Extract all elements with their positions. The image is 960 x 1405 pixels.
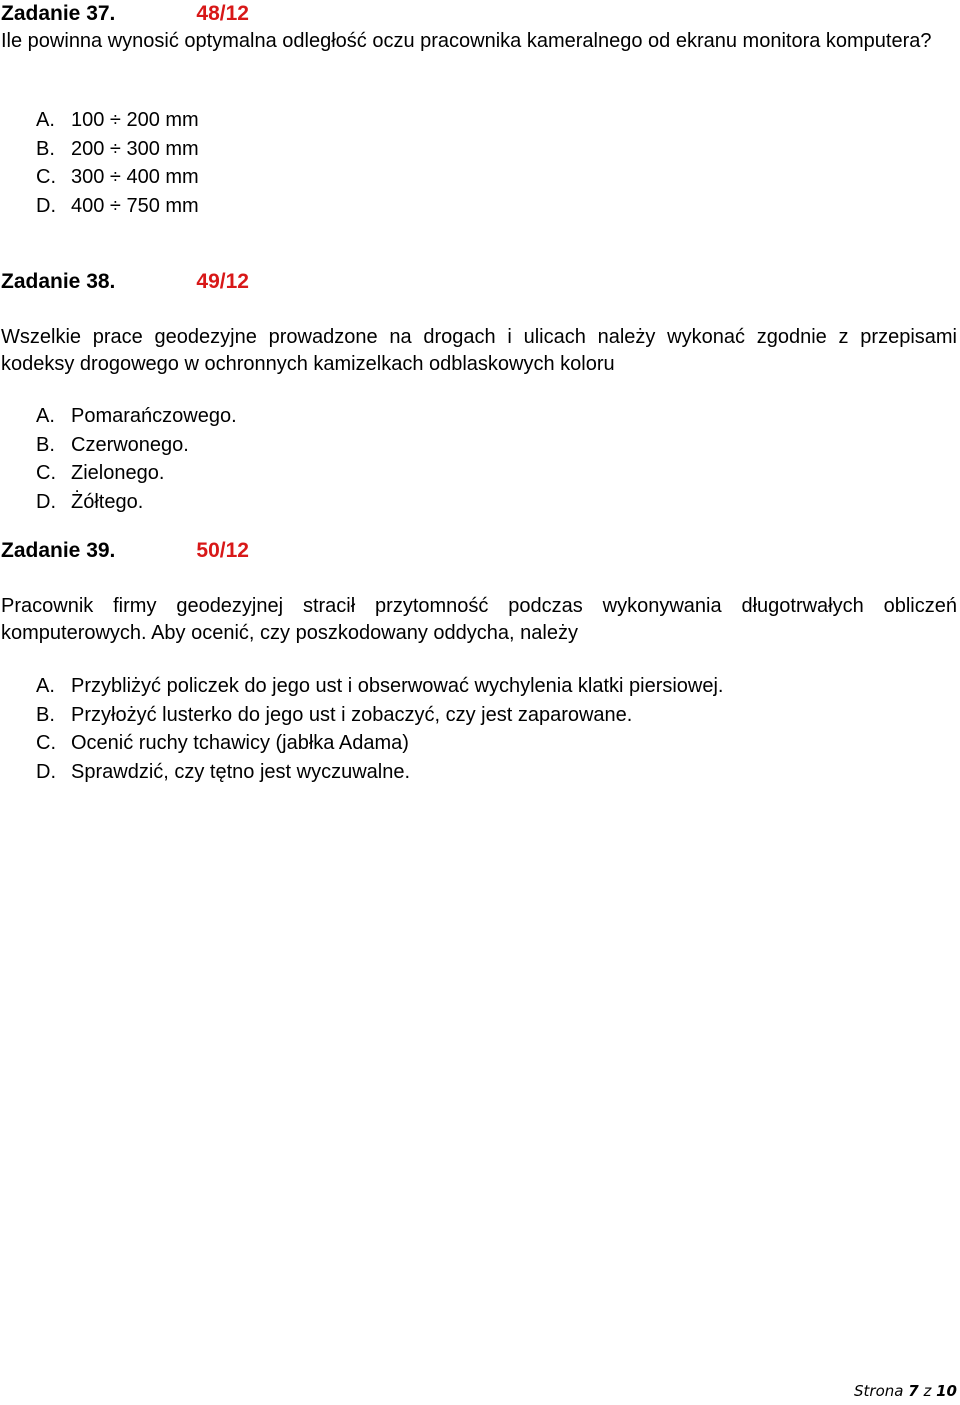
option-text: Sprawdzić, czy tętno jest wyczuwalne. xyxy=(71,761,411,784)
option-c xyxy=(36,459,237,488)
option-text: Przyłożyć lusterko do jego ust i zobaczyć, czy jest zaparowane. xyxy=(71,703,633,726)
question-number: Zadanie 38. xyxy=(1,270,116,293)
question-39-text: Pracownik firmy geodezyjnej stracił przytomność podczas wykonywania długotrwałych obliczeń komputerowych. Aby ocenić, czy poszkodowany oddycha, należy xyxy=(1,595,957,644)
option-text: 300 ÷ 400 mm xyxy=(71,166,199,189)
option-text: Żółtego. xyxy=(71,491,144,514)
question-code: 49/12 xyxy=(196,270,249,293)
option-text: Zielonego. xyxy=(71,462,165,485)
option-letter: B. xyxy=(36,137,55,160)
question-code: 50/12 xyxy=(196,539,249,562)
question-39-heading xyxy=(1,539,957,563)
option-a xyxy=(36,106,199,135)
option-letter: D. xyxy=(36,761,56,784)
option-a xyxy=(36,672,724,701)
question-number: Zadanie 39. xyxy=(1,539,116,562)
option-d xyxy=(36,192,199,221)
option-letter: D. xyxy=(36,195,56,218)
option-c xyxy=(36,729,724,758)
option-letter: A. xyxy=(36,109,55,131)
option-letter: B. xyxy=(36,703,55,726)
option-a xyxy=(36,402,237,431)
option-letter: D. xyxy=(36,491,56,514)
question-38-options xyxy=(36,402,237,517)
footer-of: z xyxy=(923,1382,932,1400)
question-39-options xyxy=(36,672,724,787)
question-code: 48/12 xyxy=(196,2,249,25)
question-38-heading xyxy=(1,270,957,294)
option-b xyxy=(36,431,237,460)
option-letter: B. xyxy=(36,433,55,456)
option-text: Pomarańczowego. xyxy=(71,405,237,427)
option-text: Przybliżyć policzek do jego ust i obserwować wychylenia klatki piersiowej. xyxy=(71,675,724,697)
option-letter: A. xyxy=(36,675,55,697)
question-37-heading xyxy=(1,2,957,26)
footer-total-pages: 10 xyxy=(936,1382,957,1400)
footer-page-number: 7 xyxy=(908,1382,919,1400)
option-letter: C. xyxy=(36,732,56,755)
option-text: 200 ÷ 300 mm xyxy=(71,137,199,160)
option-b xyxy=(36,701,724,730)
option-d xyxy=(36,488,237,517)
option-text: Czerwonego. xyxy=(71,433,189,456)
option-letter: C. xyxy=(36,166,56,189)
question-37-options xyxy=(36,106,199,221)
option-c xyxy=(36,163,199,192)
option-d xyxy=(36,758,724,787)
page-footer xyxy=(854,1382,957,1400)
option-b xyxy=(36,135,199,164)
question-37-text: Ile powinna wynosić optymalna odległość oczu pracownika kameralnego od ekranu monitora komputera? xyxy=(1,30,932,52)
option-text: 400 ÷ 750 mm xyxy=(71,195,199,218)
footer-label: Strona xyxy=(854,1382,904,1400)
option-text: 100 ÷ 200 mm xyxy=(71,109,199,131)
option-text: Ocenić ruchy tchawicy (jabłka Adama) xyxy=(71,732,409,755)
question-38-text: Wszelkie prace geodezyjne prowadzone na drogach i ulicach należy wykonać zgodnie z przepisami kodeksy drogowego w ochronnych kamizelkach odblaskowych koloru xyxy=(1,326,957,375)
question-number: Zadanie 37. xyxy=(1,2,116,25)
option-letter: C. xyxy=(36,462,56,485)
option-letter: A. xyxy=(36,405,55,427)
